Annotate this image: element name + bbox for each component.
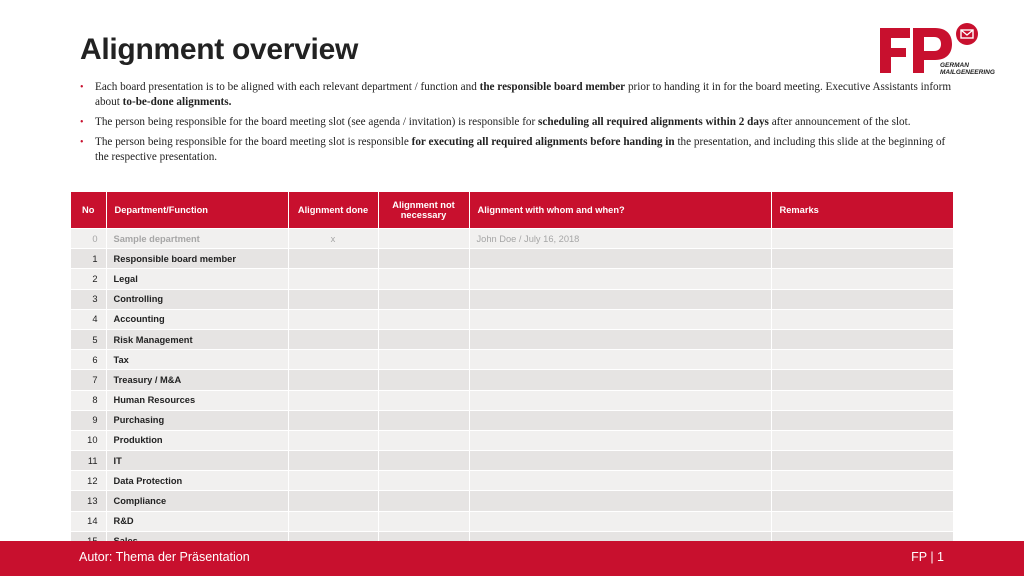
cell-alignment-not-necessary[interactable] (378, 229, 469, 249)
cell-department: Data Protection (106, 471, 288, 491)
cell-remarks[interactable] (771, 390, 953, 410)
table-row (71, 350, 953, 370)
cell-remarks[interactable] (771, 350, 953, 370)
cell-remarks[interactable] (771, 370, 953, 390)
table-body (71, 229, 953, 552)
cell-department: IT (106, 451, 288, 471)
envelope-icon (955, 22, 979, 46)
bullet-item (80, 135, 960, 165)
cell-alignment-whom[interactable] (469, 430, 771, 450)
cell-no: 6 (71, 350, 106, 370)
cell-department: Compliance (106, 491, 288, 511)
table-row (71, 511, 953, 531)
cell-remarks[interactable] (771, 289, 953, 309)
cell-alignment-not-necessary[interactable] (378, 289, 469, 309)
table-row (71, 309, 953, 329)
cell-alignment-not-necessary[interactable] (378, 370, 469, 390)
cell-alignment-whom[interactable] (469, 269, 771, 289)
header-alignment-whom: Alignment with whom and when? (469, 192, 771, 229)
bullet-text: the presentation, and including this slide at the beginning of the respective presentation. (95, 136, 946, 163)
header-remarks: Remarks (771, 192, 953, 229)
header-alignment-not-necessary: Alignment not necessary (378, 192, 469, 229)
cell-alignment-not-necessary[interactable] (378, 269, 469, 289)
cell-remarks[interactable] (771, 249, 953, 269)
cell-no: 11 (71, 451, 106, 471)
cell-no: 1 (71, 249, 106, 269)
cell-no: 10 (71, 430, 106, 450)
cell-no: 4 (71, 309, 106, 329)
cell-alignment-done[interactable] (288, 350, 378, 370)
table-row (71, 430, 953, 450)
cell-alignment-not-necessary[interactable] (378, 471, 469, 491)
bullet-bold: for executing all required alignments before handing in (411, 136, 675, 148)
cell-alignment-not-necessary[interactable] (378, 249, 469, 269)
cell-alignment-whom[interactable] (469, 309, 771, 329)
cell-department: Human Resources (106, 390, 288, 410)
bullet-bold: the responsible board member (479, 81, 626, 93)
cell-remarks[interactable] (771, 491, 953, 511)
cell-alignment-whom[interactable] (469, 410, 771, 430)
bullet-text: after announcement of the slot. (768, 116, 911, 128)
cell-alignment-not-necessary[interactable] (378, 491, 469, 511)
cell-alignment-whom[interactable] (469, 471, 771, 491)
table-row (71, 329, 953, 349)
bullet-bold: to-be-done alignments. (122, 96, 232, 108)
table-header-row (71, 192, 953, 229)
cell-alignment-done[interactable] (288, 309, 378, 329)
cell-alignment-not-necessary[interactable] (378, 430, 469, 450)
bullet-text: The person being responsible for the board meeting slot (see agenda / invitation) is responsible for (95, 116, 539, 128)
cell-alignment-whom[interactable] (469, 390, 771, 410)
cell-no: 14 (71, 511, 106, 531)
cell-alignment-not-necessary[interactable] (378, 329, 469, 349)
footer-page-number: FP | 1 (911, 550, 944, 564)
cell-remarks[interactable] (771, 430, 953, 450)
cell-no: 0 (71, 229, 106, 249)
cell-department: Tax (106, 350, 288, 370)
logo-tagline (940, 62, 995, 76)
cell-remarks[interactable] (771, 329, 953, 349)
cell-alignment-done[interactable] (288, 370, 378, 390)
cell-alignment-whom[interactable] (469, 350, 771, 370)
bullet-text: Each board presentation is to be aligned with each relevant department / function and (95, 81, 480, 93)
logo-tagline-line1: GERMAN (940, 62, 969, 69)
bullet-text: The person being responsible for the board meeting slot is responsible (95, 136, 412, 148)
footer-bar (0, 541, 1024, 576)
sample-row (71, 229, 953, 249)
cell-remarks[interactable] (771, 471, 953, 491)
cell-alignment-done[interactable] (288, 430, 378, 450)
cell-department: Treasury / M&A (106, 370, 288, 390)
cell-alignment-done[interactable] (288, 471, 378, 491)
cell-alignment-not-necessary[interactable] (378, 410, 469, 430)
cell-alignment-whom[interactable] (469, 511, 771, 531)
cell-alignment-done[interactable] (288, 390, 378, 410)
header-department: Department/Function (106, 192, 288, 229)
cell-alignment-not-necessary[interactable] (378, 350, 469, 370)
cell-remarks[interactable] (771, 309, 953, 329)
footer-author: Autor: Thema der Präsentation (79, 550, 250, 564)
bullet-text: prior to handing it in for the board meeting. Executive Assistants inform about (95, 81, 952, 108)
cell-department: Legal (106, 269, 288, 289)
cell-no: 8 (71, 390, 106, 410)
header-alignment-done: Alignment done (288, 192, 378, 229)
cell-remarks[interactable] (771, 451, 953, 471)
cell-no: 9 (71, 410, 106, 430)
cell-alignment-whom[interactable] (469, 491, 771, 511)
cell-alignment-whom[interactable]: John Doe / July 16, 2018 (469, 229, 771, 249)
cell-alignment-whom[interactable] (469, 370, 771, 390)
cell-no: 2 (71, 269, 106, 289)
cell-remarks[interactable] (771, 511, 953, 531)
table-row (71, 491, 953, 511)
cell-alignment-whom[interactable] (469, 329, 771, 349)
table-row (71, 471, 953, 491)
table-row (71, 289, 953, 309)
cell-department: R&D (106, 511, 288, 531)
cell-alignment-not-necessary[interactable] (378, 390, 469, 410)
cell-alignment-done[interactable] (288, 451, 378, 471)
cell-department: Controlling (106, 289, 288, 309)
cell-alignment-done[interactable] (288, 511, 378, 531)
header-no: No (71, 192, 106, 229)
cell-no: 12 (71, 471, 106, 491)
cell-alignment-not-necessary[interactable] (378, 309, 469, 329)
cell-alignment-not-necessary[interactable] (378, 511, 469, 531)
cell-no: 13 (71, 491, 106, 511)
cell-department: Produktion (106, 430, 288, 450)
page-title: Alignment overview (80, 33, 359, 66)
cell-alignment-done[interactable]: x (288, 229, 378, 249)
cell-alignment-done[interactable] (288, 410, 378, 430)
cell-no: 5 (71, 329, 106, 349)
cell-alignment-done[interactable] (288, 491, 378, 511)
cell-alignment-not-necessary[interactable] (378, 451, 469, 471)
cell-alignment-done[interactable] (288, 249, 378, 269)
bullet-item (80, 80, 960, 110)
cell-alignment-done[interactable] (288, 289, 378, 309)
logo-tagline-line2: MAILGENEERING (940, 69, 995, 76)
table-row (71, 249, 953, 269)
cell-department: Sample department (106, 229, 288, 249)
cell-department: Risk Management (106, 329, 288, 349)
instructions-list (80, 80, 960, 170)
bullet-item (80, 115, 960, 130)
cell-department: Responsible board member (106, 249, 288, 269)
cell-no: 3 (71, 289, 106, 309)
cell-remarks[interactable] (771, 410, 953, 430)
cell-alignment-whom[interactable] (469, 451, 771, 471)
alignment-table (71, 192, 954, 551)
cell-alignment-whom[interactable] (469, 289, 771, 309)
cell-department: Purchasing (106, 410, 288, 430)
table-row (71, 390, 953, 410)
cell-remarks[interactable] (771, 269, 953, 289)
cell-alignment-done[interactable] (288, 269, 378, 289)
cell-no: 7 (71, 370, 106, 390)
cell-department: Accounting (106, 309, 288, 329)
cell-alignment-whom[interactable] (469, 249, 771, 269)
table-row (71, 370, 953, 390)
bullet-bold: scheduling all required alignments within 2 days (538, 116, 769, 128)
cell-remarks[interactable] (771, 229, 953, 249)
table-row (71, 410, 953, 430)
table-row (71, 269, 953, 289)
cell-alignment-done[interactable] (288, 329, 378, 349)
table-row (71, 451, 953, 471)
